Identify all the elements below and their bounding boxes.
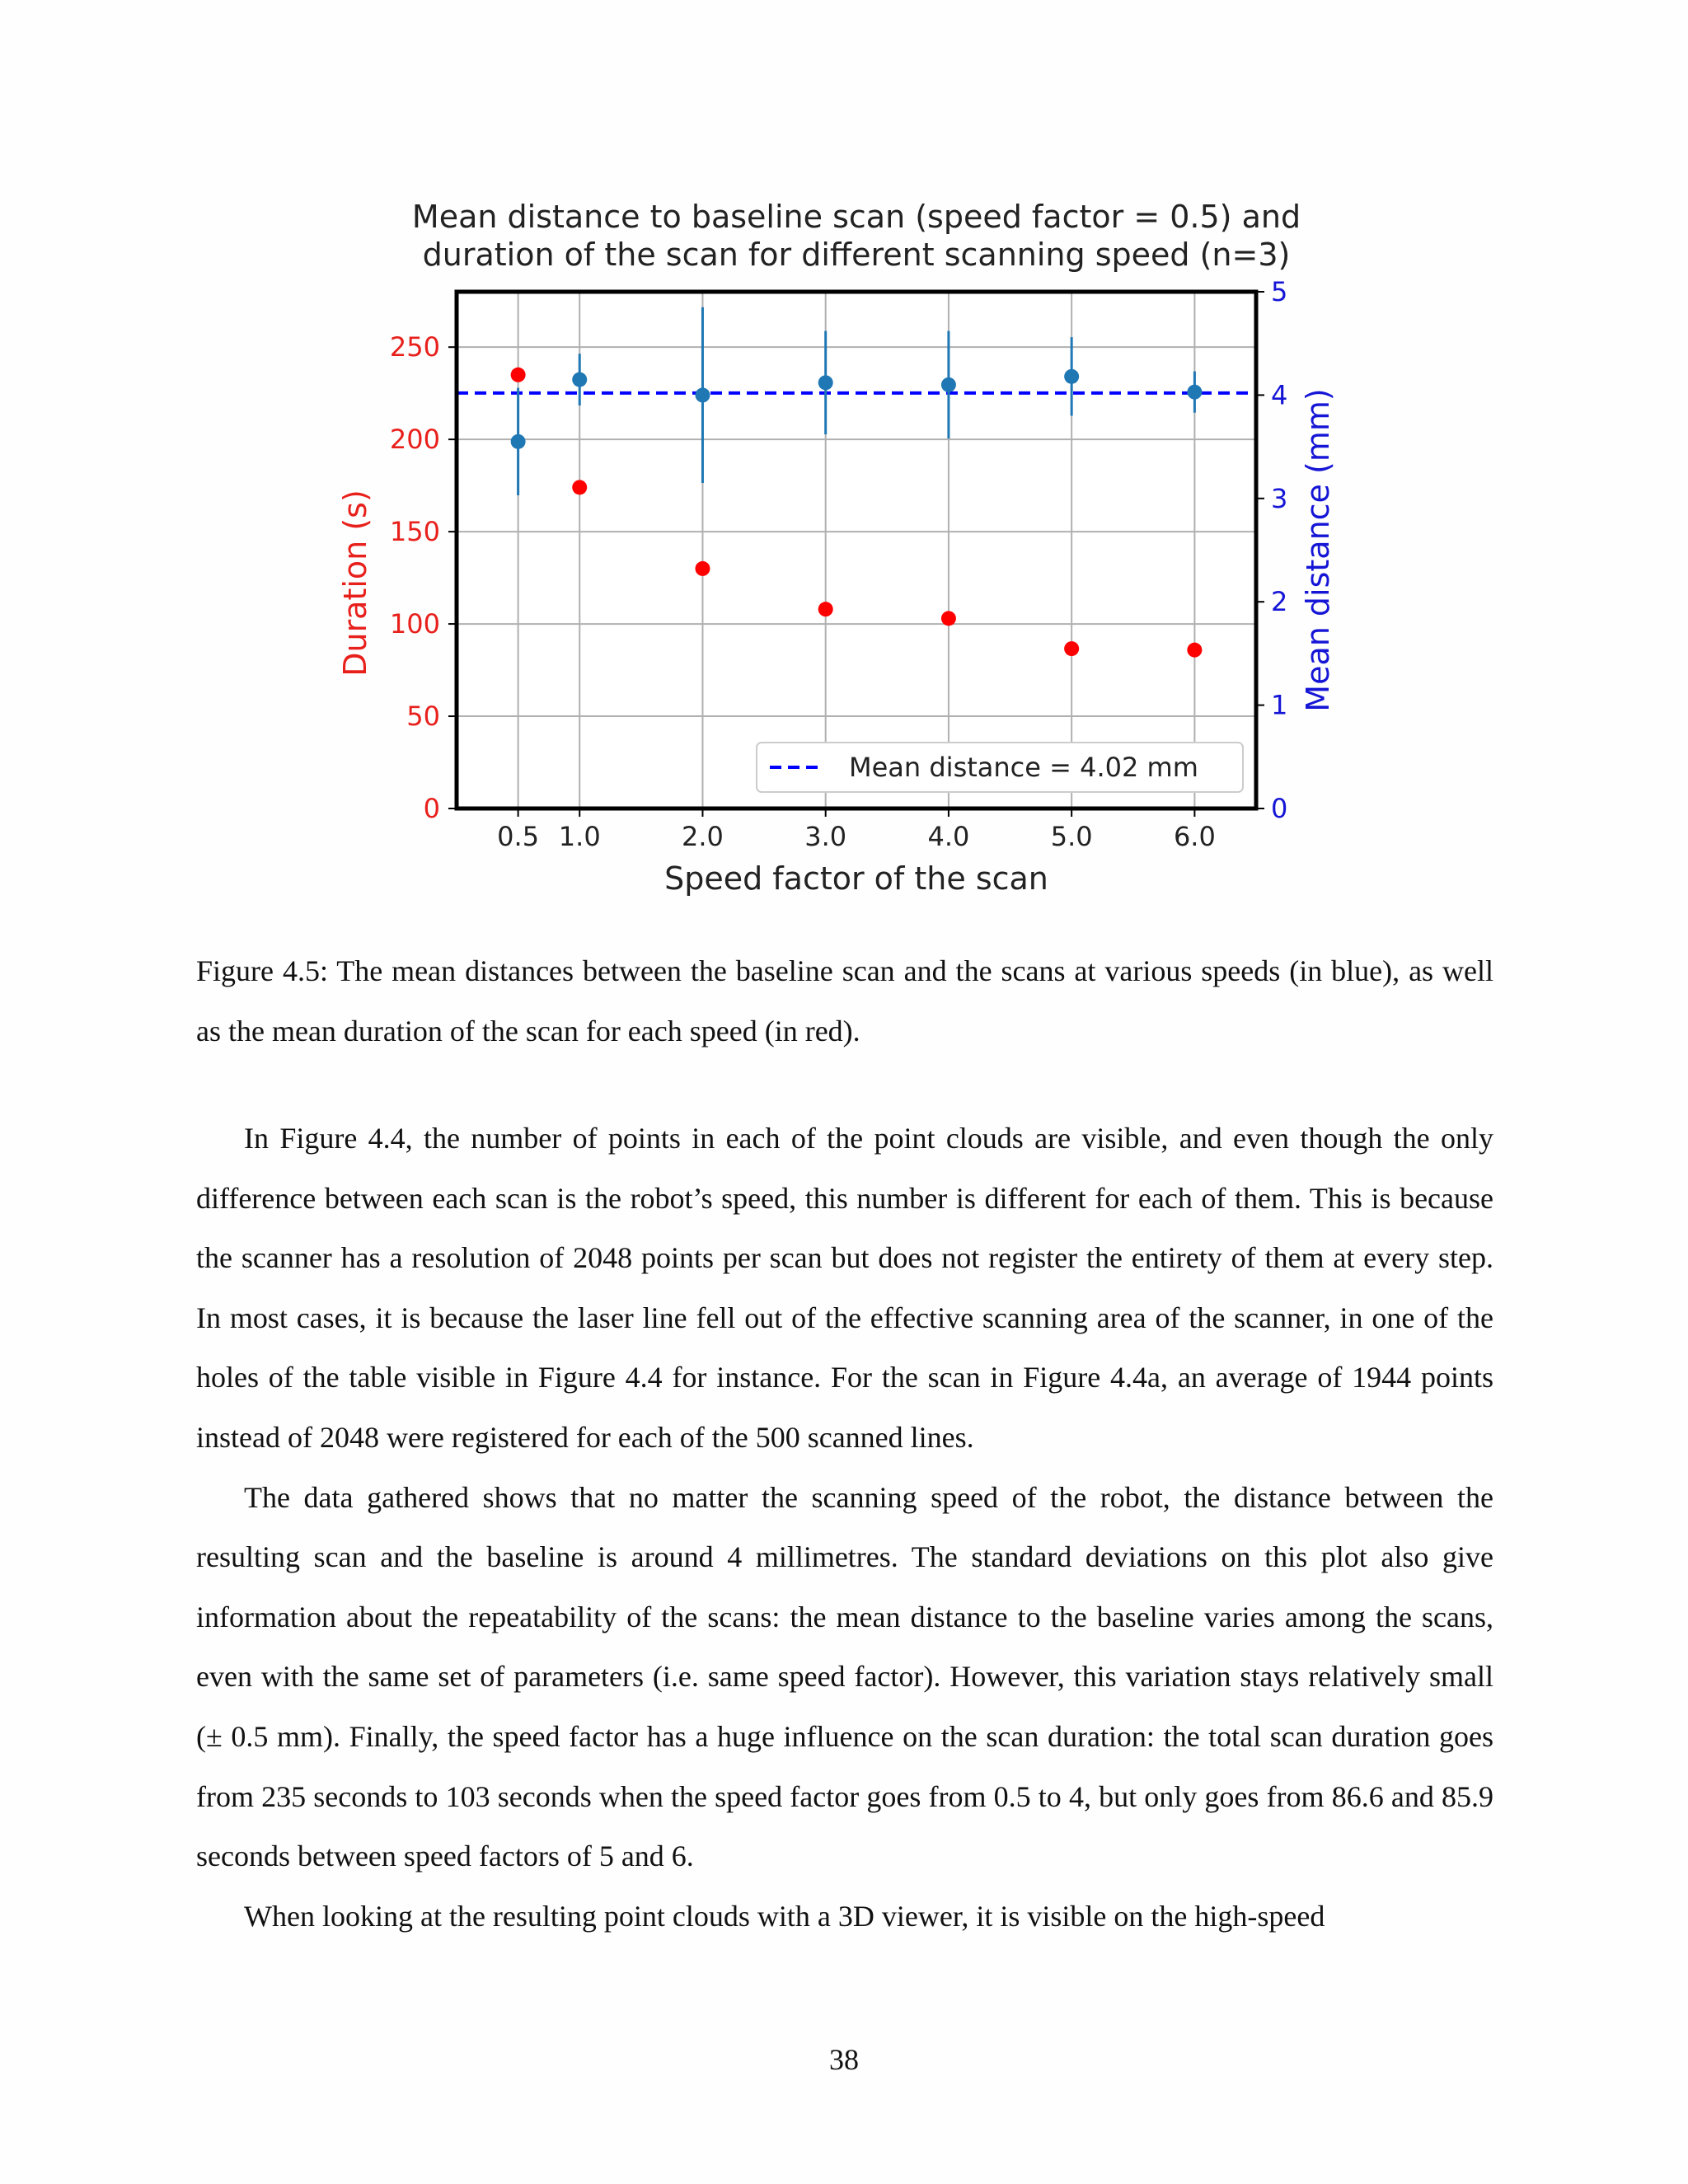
mean-distance-point (941, 377, 956, 392)
y-left-tick-label: 200 (389, 424, 440, 456)
duration-point (818, 602, 833, 616)
chart-title: Mean distance to baseline scan (speed factor = 0.5) and (411, 199, 1301, 235)
figure-chart (313, 190, 1385, 915)
duration-point (1187, 643, 1202, 658)
y-left-tick-label: 0 (423, 793, 440, 824)
x-tick-label: 0.5 (497, 821, 540, 852)
x-tick-label: 2.0 (682, 821, 724, 852)
mean-distance-point (572, 373, 587, 387)
y-right-axis-label: Mean distance (mm) (1300, 388, 1336, 712)
legend-label: Mean distance = 4.02 mm (849, 752, 1198, 783)
y-right-tick-label: 4 (1271, 379, 1288, 411)
paragraph: The data gathered shows that no matter the scanning speed of the robot, the distance between the resulting scan and the baseline is around 4 millimetres. The standard deviations on this plot also give information about the repeatability of the scans: the mean distance to the baseline varies among the scans, even with the same set of parameters (i.e. same speed factor). However, this variation stays relatively small (± 0.5 mm). Finally, the speed factor has a huge influence on the scan duration: the total scan duration goes from 235 seconds to 103 seconds when the speed factor goes from 0.5 to 4, but only goes from 86.6 and 85.9 seconds between speed factors of 5 and 6. (196, 1480, 1493, 1873)
x-tick-label: 5.0 (1050, 821, 1093, 852)
duration-point (941, 611, 956, 626)
y-right-tick-label: 5 (1271, 276, 1288, 307)
x-tick-label: 6.0 (1173, 821, 1216, 852)
figure-caption: Figure 4.5: The mean distances between the baseline scan and the scans at various speeds (in blue), as well as the mean duration of the scan for each speed (in red). (196, 954, 1493, 1047)
x-tick-label: 4.0 (927, 821, 970, 852)
paragraph: When looking at the resulting point clouds with a 3D viewer, it is visible on the high-speed (244, 1899, 1325, 1933)
y-left-tick-label: 150 (389, 516, 440, 548)
plot-area (457, 292, 1256, 808)
y-right-tick-label: 0 (1271, 793, 1288, 824)
y-left-tick-label: 100 (389, 608, 440, 640)
y-right-tick-label: 1 (1271, 689, 1288, 721)
page-number: 38 (829, 2043, 859, 2076)
y-left-tick-label: 50 (406, 701, 440, 733)
body-text (196, 1108, 1493, 1946)
x-axis-label: Speed factor of the scan (664, 860, 1048, 897)
duration-point (511, 368, 526, 382)
mean-distance-point (1187, 385, 1202, 400)
y-left-axis-label: Duration (s) (337, 490, 373, 677)
chart-title: duration of the scan for different scanning speed (n=3) (422, 237, 1291, 273)
mean-distance-point (511, 434, 526, 449)
paragraph: In Figure 4.4, the number of points in each of the point clouds are visible, and even though the only difference between each scan is the robot’s speed, this number is different for each of them. This is because the scanner has a resolution of 2048 points per scan but does not register the entirety of them at every step. In most cases, it is because the laser line fell out of the effective scanning area of the scanner, in one of the holes of the table visible in Figure 4.4 for instance. For the scan in Figure 4.4a, an average of 1944 points instead of 2048 were registered for each of the 500 scanned lines. (196, 1122, 1493, 1454)
x-tick-label: 1.0 (558, 821, 601, 852)
duration-point (695, 561, 710, 576)
mean-distance-point (818, 375, 833, 390)
mean-distance-point (695, 387, 710, 402)
x-tick-label: 3.0 (804, 821, 847, 852)
mean-distance-point (1064, 369, 1079, 384)
y-right-tick-label: 2 (1271, 586, 1288, 618)
duration-point (1064, 641, 1079, 656)
y-right-tick-label: 3 (1271, 482, 1288, 514)
duration-point (572, 480, 587, 494)
y-left-tick-label: 250 (389, 331, 440, 363)
